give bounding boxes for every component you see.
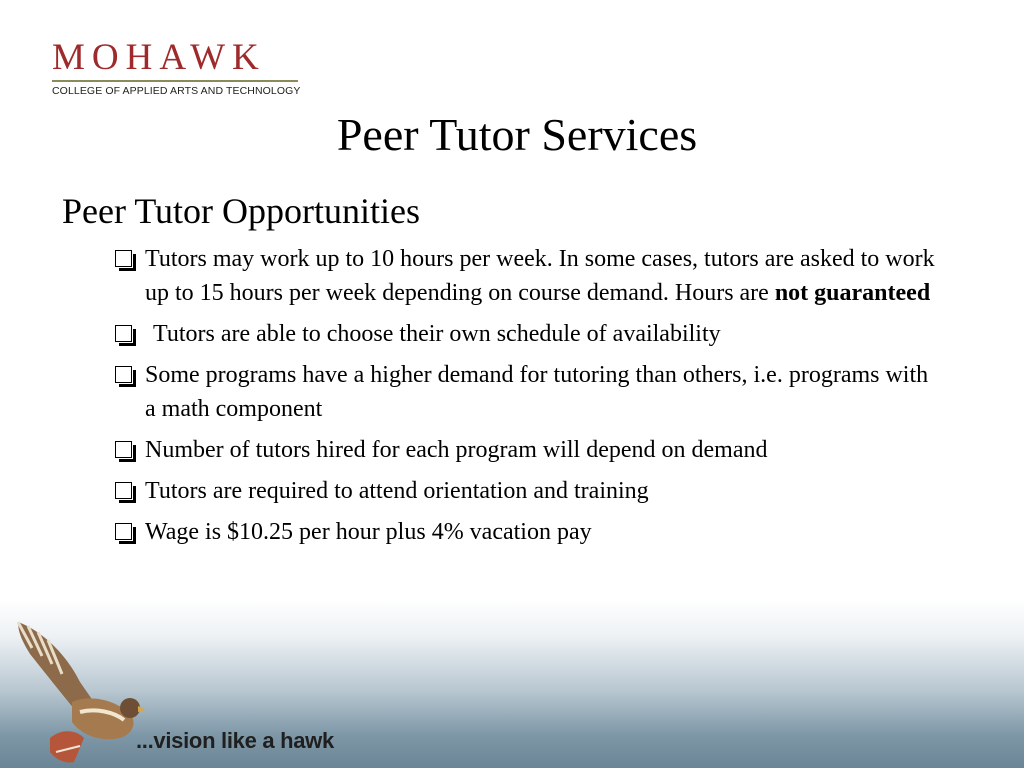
slide-title: Peer Tutor Services bbox=[336, 109, 698, 160]
bullet-item bbox=[113, 358, 943, 426]
checkbox-bullet-icon bbox=[115, 250, 132, 267]
checkbox-bullet-icon bbox=[115, 366, 132, 383]
bullet-text: Tutors may work up to 10 hours per week. In some cases, tutors are asked to work up to 15 hours per week depending on course demand. Hours are bbox=[145, 246, 935, 306]
logo-wordmark: MOHAWK bbox=[52, 37, 266, 78]
checkbox-bullet-icon bbox=[115, 482, 132, 499]
logo-divider bbox=[52, 80, 298, 82]
checkbox-bullet-icon bbox=[115, 325, 132, 342]
bullet-list bbox=[113, 242, 943, 556]
hawk-beak bbox=[138, 706, 146, 712]
bullet-item bbox=[113, 433, 943, 467]
logo-subtitle: COLLEGE OF APPLIED ARTS AND TECHNOLOGY bbox=[52, 85, 301, 97]
section-heading: Peer Tutor Opportunities bbox=[62, 191, 421, 231]
bullet-text: Wage is $10.25 per hour plus 4% vacation pay bbox=[145, 519, 592, 545]
bullet-text: Tutors are able to choose their own schedule of availability bbox=[153, 321, 721, 347]
checkbox-bullet-icon bbox=[115, 523, 132, 540]
footer-tagline: ...vision like a hawk bbox=[136, 728, 334, 753]
bullet-item bbox=[113, 515, 943, 549]
bullet-item bbox=[113, 242, 943, 310]
checkbox-bullet-icon bbox=[115, 441, 132, 458]
bullet-text: Tutors are required to attend orientation and training bbox=[145, 478, 649, 504]
bullet-emphasis: not guaranteed bbox=[774, 280, 931, 306]
bullet-text: Number of tutors hired for each program will depend on demand bbox=[145, 437, 768, 463]
bullet-item bbox=[113, 317, 943, 351]
bullet-item bbox=[113, 474, 943, 508]
bullet-text: Some programs have a higher demand for tutoring than others, i.e. programs with a math component bbox=[145, 362, 929, 422]
hawk-head bbox=[120, 698, 140, 718]
mohawk-logo bbox=[52, 38, 302, 97]
